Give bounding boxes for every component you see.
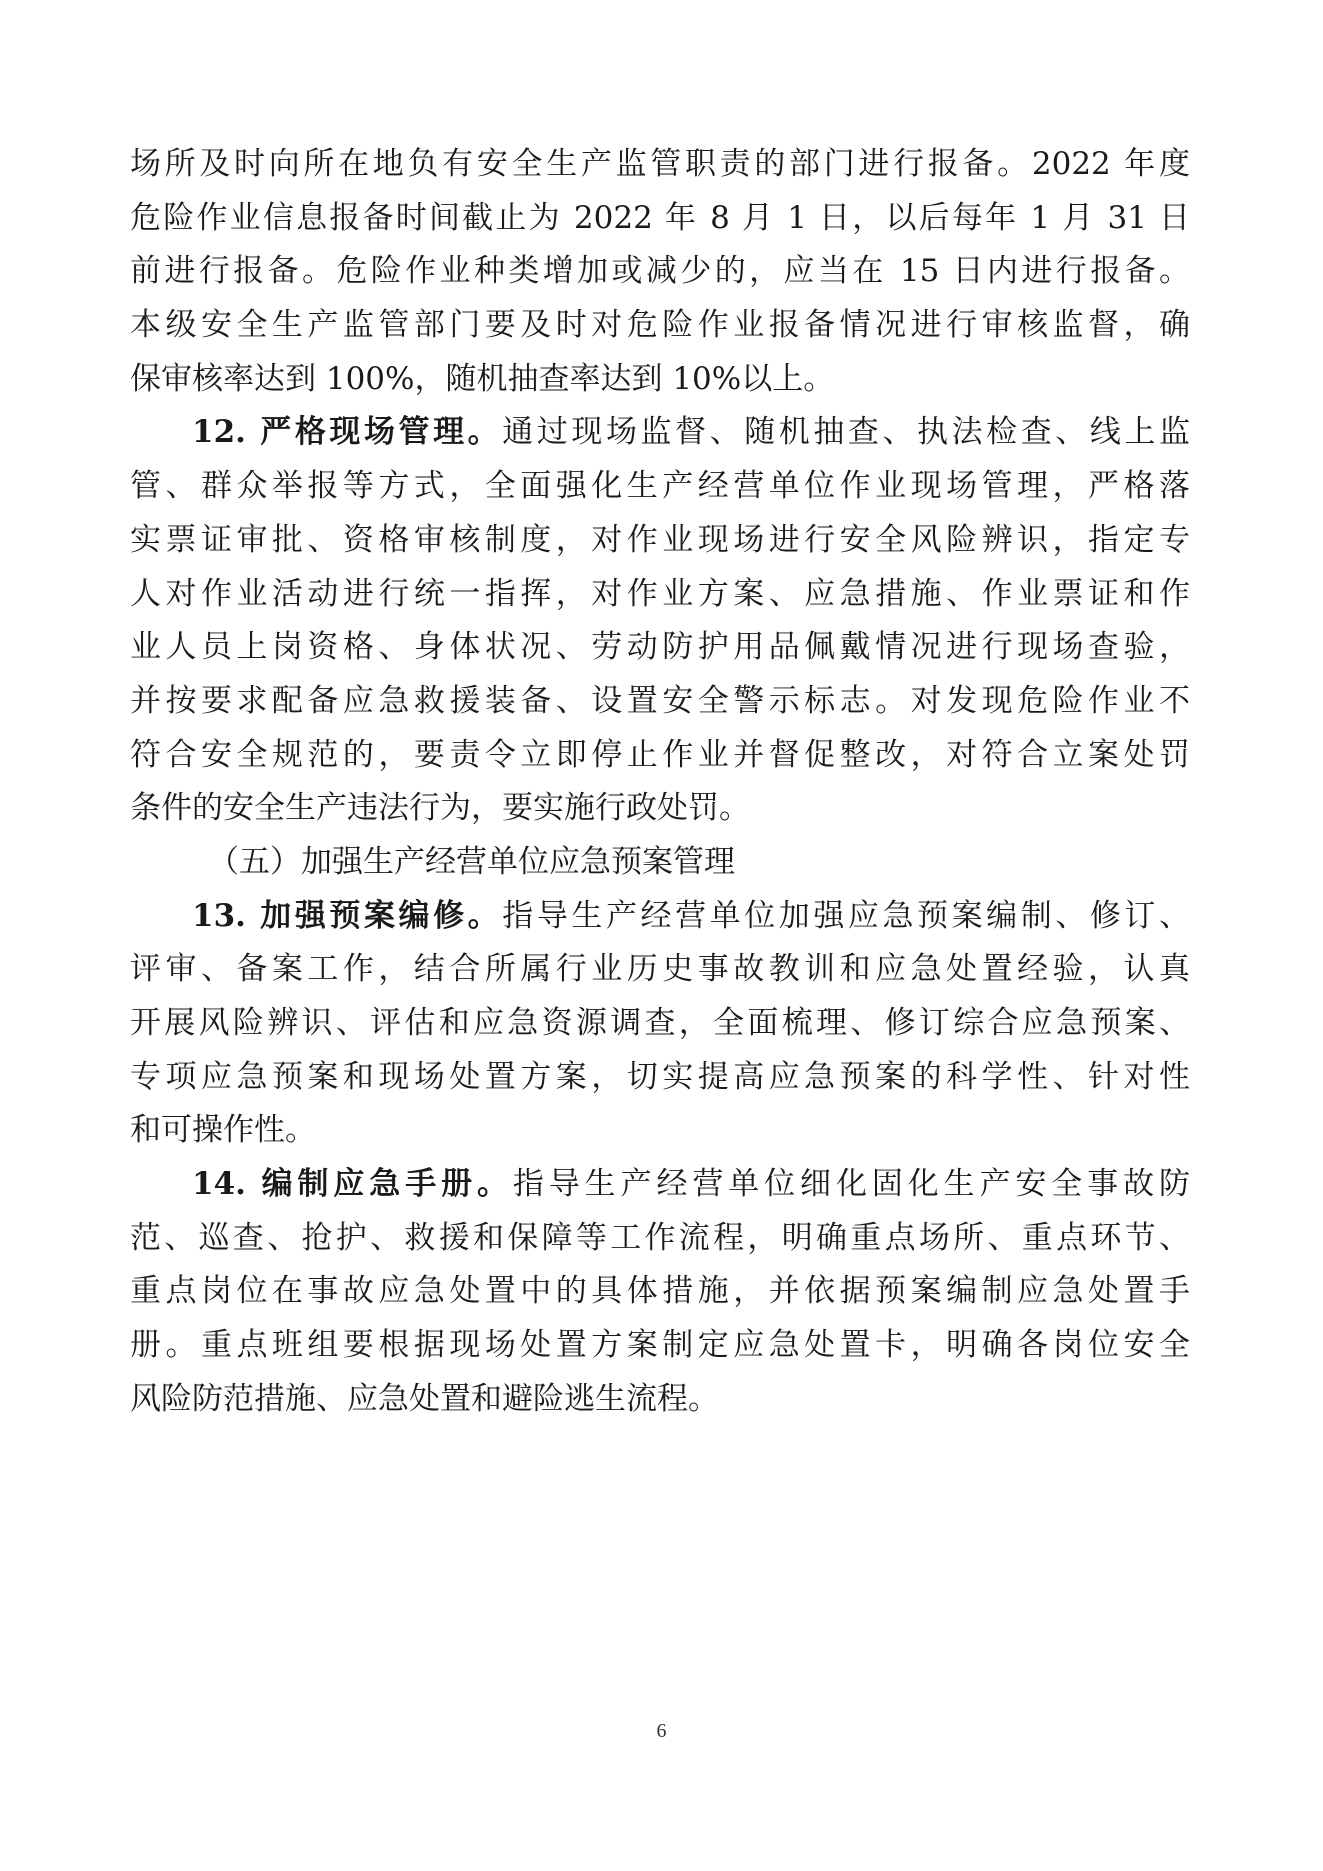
text-line (130, 890, 1190, 944)
line-text: 前进行报备。危险作业种类增加或减少的，应当在 15 日内进行报备。 (130, 253, 1190, 290)
line-text: 风险防范措施、应急处置和避险逃生流程。 (130, 1380, 719, 1417)
text-line (130, 675, 1190, 729)
line-text: 指导生产经营单位细化固化生产安全事故防 (512, 1166, 1190, 1203)
line-text: （五）加强生产经营单位应急预案管理 (208, 843, 735, 880)
text-line (130, 1104, 1190, 1158)
line-text: 开展风险辨识、评估和应急资源调查，全面梳理、修订综合应急预案、 (130, 1005, 1190, 1041)
text-line (130, 192, 1190, 246)
line-text: 条件的安全生产违法行为，要实施行政处罚。 (130, 790, 750, 827)
text-line (130, 568, 1190, 622)
text-line (130, 353, 1190, 407)
text-line (130, 245, 1190, 299)
text-line (130, 1373, 1190, 1427)
line-text: 通过现场监督、随机抽查、执法检查、线上监 (502, 414, 1190, 451)
text-line (130, 138, 1190, 192)
line-text: 本级安全生产监管部门要及时对危险作业报备情况进行审核监督，确 (130, 307, 1190, 344)
text-line (130, 1212, 1190, 1266)
line-text: 危险作业信息报备时间截止为 2022 年 8 月 1 日，以后每年 1 月 31 日 (130, 199, 1190, 236)
text-line (130, 1051, 1190, 1105)
text-line (130, 997, 1190, 1051)
item-heading: 13. 加强预案编修。 (192, 897, 503, 934)
text-line (130, 621, 1190, 675)
line-text: 评审、备案工作，结合所属行业历史事故教训和应急处置经验，认真 (130, 951, 1190, 988)
text-line (130, 1265, 1190, 1319)
line-text: 册。重点班组要根据现场处置方案制定应急处置卡，明确各岗位安全 (130, 1327, 1190, 1364)
line-text: 符合安全规范的，要责令立即停止作业并督促整改，对符合立案处罚 (130, 736, 1190, 773)
text-line (130, 943, 1190, 997)
line-text: 业人员上岗资格、身体状况、劳动防护用品佩戴情况进行现场查验， (130, 629, 1190, 666)
text-line (130, 514, 1190, 568)
text-line (130, 299, 1190, 353)
text-line (130, 782, 1190, 836)
text-line (130, 460, 1190, 514)
page-number: 6 (656, 1720, 667, 1742)
text-line (130, 406, 1190, 460)
line-text: 管、群众举报等方式，全面强化生产经营单位作业现场管理，严格落 (130, 468, 1190, 505)
line-text: 并按要求配备应急救援装备、设置安全警示标志。对发现危险作业不 (130, 682, 1190, 719)
line-text: 保审核率达到 100%，随机抽查率达到 10%以上。 (130, 360, 835, 397)
text-line (130, 729, 1190, 783)
text-line (130, 1319, 1190, 1373)
item-heading: 12. 严格现场管理。 (192, 414, 503, 451)
item-heading: 14. 编制应急手册。 (192, 1166, 513, 1203)
line-text: 和可操作性。 (130, 1112, 316, 1149)
line-text: 专项应急预案和现场处置方案，切实提高应急预案的科学性、针对性 (130, 1058, 1190, 1095)
line-text: 人对作业活动进行统一指挥，对作业方案、应急措施、作业票证和作 (130, 575, 1190, 612)
line-text: 场所及时向所在地负有安全生产监管职责的部门进行报备。2022 年度 (130, 146, 1190, 182)
line-text: 实票证审批、资格审核制度，对作业现场进行安全风险辨识，指定专 (130, 521, 1190, 558)
text-line (130, 1158, 1190, 1212)
line-text: 指导生产经营单位加强应急预案编制、修订、 (502, 897, 1190, 934)
line-text: 重点岗位在事故应急处置中的具体措施，并依据预案编制应急处置手 (130, 1273, 1190, 1310)
line-text: 范、巡查、抢护、救援和保障等工作流程，明确重点场所、重点环节、 (130, 1219, 1190, 1256)
section-heading (130, 836, 1190, 890)
document-body (130, 138, 1190, 1427)
